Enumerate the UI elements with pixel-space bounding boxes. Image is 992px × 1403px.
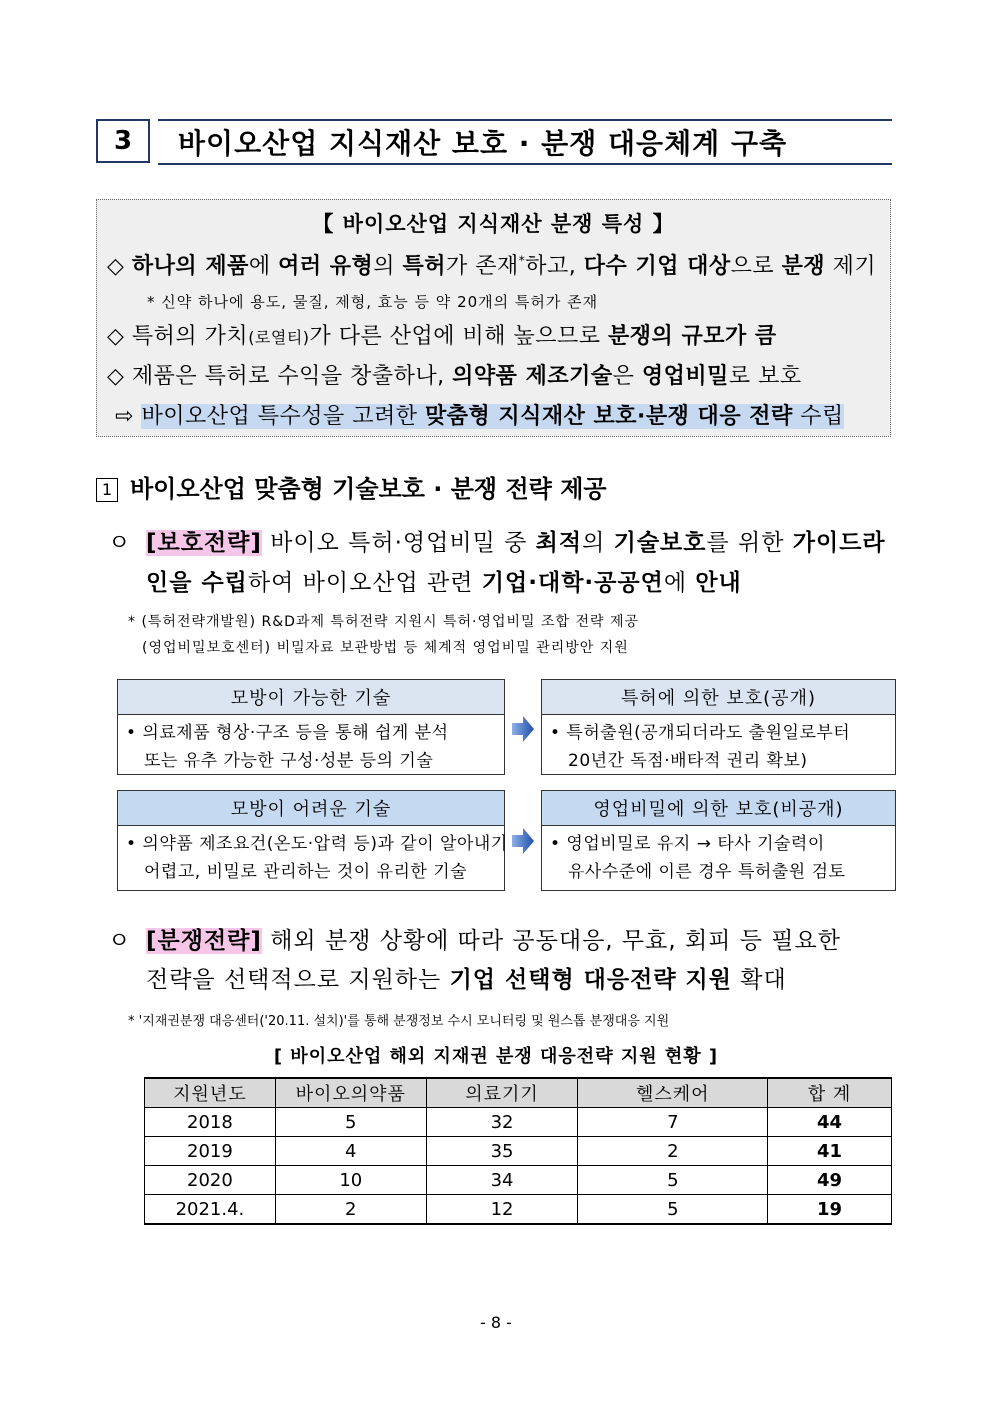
table-cell: 2021.4. — [145, 1195, 276, 1225]
table-cell: 2 — [578, 1137, 768, 1166]
table-total-cell: 44 — [768, 1108, 892, 1137]
section-title-bar — [158, 119, 892, 165]
text: 에 — [248, 254, 279, 279]
text: 가 다른 산업에 비해 높으므로 — [309, 324, 609, 349]
imitable-tech-title: 모방이 가능한 기술 — [118, 680, 504, 715]
text: 기업 선택형 대응전략 지원 — [449, 967, 732, 993]
characteristics-title: 【 바이오산업 지식재산 분쟁 특성 】 — [312, 212, 675, 236]
text: 특허의 가치 — [131, 324, 249, 349]
trade-secret-protection-body — [542, 826, 895, 886]
table-row — [145, 1108, 892, 1137]
patent-protection-title: 특허에 의한 보호(공개) — [542, 680, 895, 715]
hard-to-imitate-body — [118, 826, 508, 886]
diamond-bullet-icon: ◇ — [107, 254, 125, 279]
table-cell: 12 — [426, 1195, 578, 1225]
table-header-cell: 의료기기 — [426, 1078, 578, 1108]
text: 은 — [612, 364, 642, 389]
text: 의약품 제조기술 — [452, 364, 613, 389]
text: 제품은 특허로 수익을 창출하나, — [131, 364, 453, 389]
section-number — [96, 119, 150, 163]
right-arrow-icon — [512, 716, 534, 742]
trade-secret-protection-title: 영업비밀에 의한 보호(비공개) — [542, 791, 895, 826]
table-row — [145, 1195, 892, 1225]
protection-strategy-line-2 — [146, 564, 742, 597]
text: 또는 유추 가능한 구성·성분 등의 기술 — [144, 751, 434, 771]
trade-secret-protection-box — [541, 790, 896, 891]
table-total-cell: 49 — [768, 1166, 892, 1195]
text: 최적 — [535, 530, 583, 556]
text: 하나의 제품 — [131, 254, 249, 279]
characteristics-conclusion — [115, 399, 844, 430]
characteristic-item-1 — [107, 249, 876, 280]
table-cell: 32 — [426, 1108, 578, 1137]
table-cell: 5 — [275, 1108, 426, 1137]
characteristic-item-3 — [107, 359, 802, 390]
text: 의 — [373, 254, 403, 279]
table-cell: 2019 — [145, 1137, 276, 1166]
patent-protection-box — [541, 679, 896, 775]
text: 분쟁의 규모가 큼 — [608, 324, 777, 349]
table-cell: 2018 — [145, 1108, 276, 1137]
text: 바이오 특허·영업비밀 중 — [261, 530, 536, 556]
table-total-cell: 19 — [768, 1195, 892, 1225]
protection-tag: [보호전략] — [146, 530, 262, 556]
conclusion-highlight — [141, 404, 843, 429]
text: 어렵고, 비밀로 관리하는 것이 유리한 기술 — [144, 862, 468, 882]
text: 유사수준에 이른 경우 특허출원 검토 — [568, 862, 846, 882]
text: 의 — [582, 530, 614, 556]
table-row — [145, 1166, 892, 1195]
circle-bullet-icon: ㅇ — [108, 530, 132, 556]
hard-to-imitate-box — [117, 790, 508, 891]
table-cell: 10 — [275, 1166, 426, 1195]
text: 가이드라 — [792, 530, 886, 556]
text: 전략을 선택적으로 지원하는 — [146, 967, 450, 993]
text: 기술보호 — [613, 530, 707, 556]
page-number: - 8 - — [480, 1313, 512, 1332]
table-cell: 2 — [275, 1195, 426, 1225]
table-caption: [ 바이오산업 해외 지재권 분쟁 대응전략 지원 현황 ] — [273, 1046, 719, 1067]
text: 분쟁 — [781, 254, 826, 279]
text: (로열티) — [248, 328, 310, 347]
table-cell: 2020 — [145, 1166, 276, 1195]
text: 맞춤형 지식재산 보호·분쟁 대응 전략 — [424, 404, 793, 429]
characteristic-item-1-note: * 신약 하나에 용도, 물질, 제형, 효능 등 약 20개의 특허가 존재 — [147, 293, 599, 311]
text: 다수 기업 대상 — [583, 254, 731, 279]
text: 바이오산업 특수성을 고려한 — [141, 404, 425, 429]
text: 안내 — [695, 570, 742, 596]
imitable-tech-box — [117, 679, 505, 775]
dispute-support-table — [144, 1077, 892, 1225]
text: 확대 — [731, 967, 787, 993]
text: • 특허출원(공개되더라도 출원일로부터 — [550, 723, 851, 743]
characteristics-box — [96, 199, 891, 437]
text: • 영업비밀로 유지 → 타사 기술력이 — [550, 834, 825, 854]
text: 20년간 독점·배타적 권리 확보) — [568, 751, 808, 771]
text: 를 위한 — [706, 530, 793, 556]
subheading-title: 바이오산업 맞춤형 기술보호 · 분쟁 전략 제공 — [130, 475, 607, 503]
text: 로 보호 — [728, 364, 802, 389]
table-cell: 4 — [275, 1137, 426, 1166]
text: • 의약품 제조요건(온도·압력 등)과 같이 알아내기 — [126, 834, 508, 854]
subheading — [96, 469, 607, 504]
table-header-cell: 합 계 — [768, 1078, 892, 1108]
diamond-bullet-icon: ◇ — [107, 324, 125, 349]
dispute-tag: [분쟁전략] — [146, 928, 262, 954]
right-arrow-icon: ⇨ — [115, 404, 134, 429]
table-cell: 34 — [426, 1166, 578, 1195]
text: 특허 — [402, 254, 447, 279]
footnote-mark: * — [518, 253, 526, 268]
table-cell: 5 — [578, 1166, 768, 1195]
characteristic-item-2 — [107, 319, 777, 350]
text: 에 — [663, 570, 696, 596]
table-row — [145, 1137, 892, 1166]
text: 가 존재 — [446, 254, 519, 279]
protection-note-1: * (특허전략개발원) R&D과제 특허전략 지원시 특허·영업비밀 조합 전략 제공 — [128, 614, 640, 630]
text: • 의료제품 형상·구조 등을 통해 쉽게 분석 — [126, 723, 449, 743]
hard-to-imitate-title: 모방이 어려운 기술 — [118, 791, 504, 826]
table-cell: 7 — [578, 1108, 768, 1137]
circle-bullet-icon: ㅇ — [108, 928, 132, 954]
imitable-tech-body — [118, 715, 504, 775]
patent-protection-body — [542, 715, 895, 775]
text: 하고, — [525, 254, 584, 279]
protection-note-2: (영업비밀보호센터) 비밀자료 보관방법 등 체계적 영업비밀 관리방안 지원 — [142, 640, 629, 656]
text: 영업비밀 — [641, 364, 729, 389]
table-header-row — [145, 1078, 892, 1108]
dispute-note: * '지재권분쟁 대응센터('20.11. 설치)'를 통해 분쟁정보 수시 모니터링 및 원스톱 분쟁대응 지원 — [128, 1014, 670, 1029]
text: 하여 바이오산업 관련 — [247, 570, 482, 596]
text: 인을 수립 — [146, 570, 248, 596]
text: 제기 — [825, 254, 877, 279]
table-cell: 35 — [426, 1137, 578, 1166]
right-arrow-icon — [512, 828, 534, 854]
text: 해외 분쟁 상황에 따라 공동대응, 무효, 회피 등 필요한 — [261, 928, 841, 954]
table-header-cell: 바이오의약품 — [275, 1078, 426, 1108]
table-cell: 5 — [578, 1195, 768, 1225]
table-header-cell: 헬스케어 — [578, 1078, 768, 1108]
table-header-cell: 지원년도 — [145, 1078, 276, 1108]
diamond-bullet-icon: ◇ — [107, 364, 125, 389]
text: 여러 유형 — [278, 254, 374, 279]
section-number-text: 3 — [113, 126, 133, 156]
dispute-strategy-line-2 — [146, 961, 787, 994]
text: 수립 — [792, 404, 844, 429]
subheading-number: 1 — [96, 478, 118, 502]
text: 으로 — [730, 254, 782, 279]
section-title: 바이오산업 지식재산 보호 · 분쟁 대응체계 구축 — [178, 127, 788, 160]
table-total-cell: 41 — [768, 1137, 892, 1166]
protection-strategy-line-1 — [108, 524, 886, 557]
text: 기업·대학·공공연 — [481, 570, 664, 596]
dispute-strategy-line-1 — [108, 922, 841, 955]
